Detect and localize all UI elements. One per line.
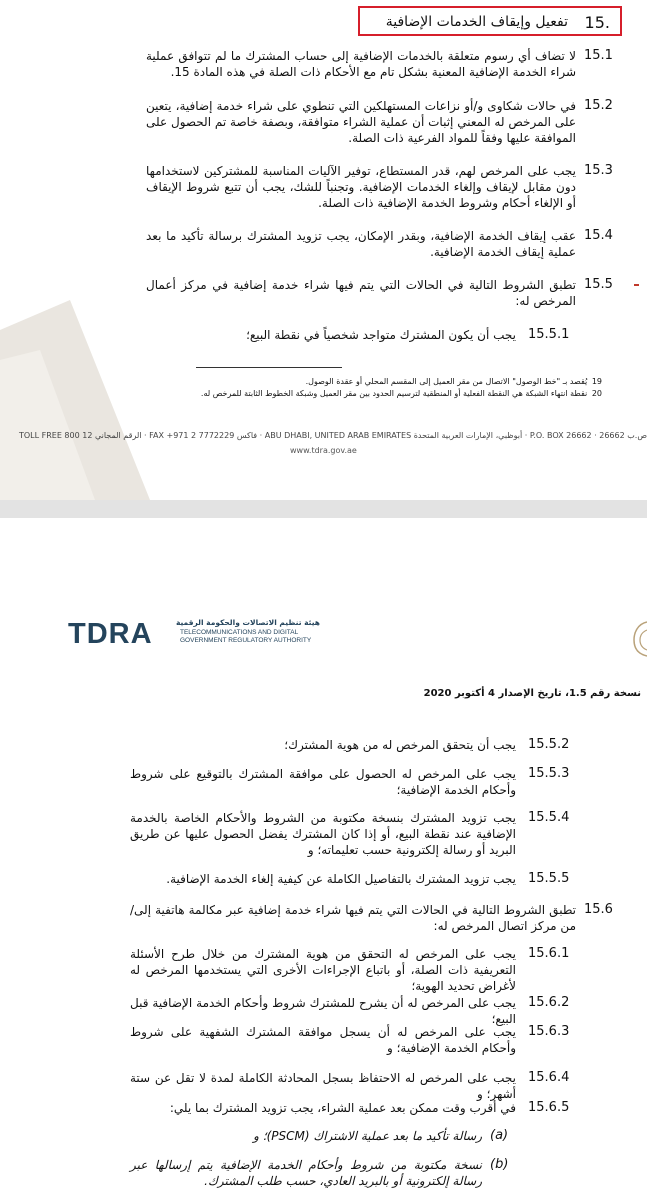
decorative-shape bbox=[0, 300, 150, 500]
clause-text: تطبق الشروط التالية في الحالات التي يتم فيها شراء خدمة إضافية في مركز أعمال المرخص له: bbox=[146, 278, 576, 308]
clause-number: 15.2 bbox=[584, 98, 613, 113]
clause-15-5-3-text: يجب على المرخص له الحصول على موافقة المشترك بالتوقيع على شروط وأحكام الخدمة الإضافية؛ bbox=[130, 767, 516, 797]
footnote-20: 20 نقطة انتهاء الشبكة هي النقطة الفعلية أو المنطقية لترسيم الحدود بين مقر العميل وشبكة الخطوط الثابتة للمرخص له. bbox=[200, 389, 602, 398]
clause-15-6-4-text: يجب على المرخص له الاحتفاظ بسجل المحادثة الكاملة لمدة لا تقل عن ستة أشهر؛ و bbox=[130, 1071, 516, 1101]
emblem-icon bbox=[628, 618, 647, 658]
item-b-text: نسخة مكتوبة من شروط وأحكام الخدمة الإضافية يتم إرسالها عبر رسالة إلكترونية أو بالبريد العادي، حسب طلب المشترك. bbox=[130, 1158, 482, 1188]
clause-number: 15.6.1 bbox=[528, 946, 570, 961]
website-link[interactable]: www.tdra.gov.ae bbox=[290, 446, 357, 455]
clause-15-6-1-text: يجب على المرخص له التحقق من هوية المشترك من خلال طرح الأسئلة التعريفية ذات الصلة، أو باتباع الإجراءات الأخرى التي يستخدمها المرخص له لأغراض تحديد الهوية؛ bbox=[130, 947, 516, 993]
clause-number: 15.5.3 bbox=[528, 766, 570, 781]
document-page-2 bbox=[0, 518, 647, 1200]
clause-number: 15.6 bbox=[584, 902, 613, 917]
section-title: تفعيل وإيقاف الخدمات الإضافية bbox=[385, 14, 568, 30]
clause-text: لا تضاف أي رسوم متعلقة بالخدمات الإضافية إلى حساب المشترك ما لم تتوافق عملية شراء الخدمة الإضافية المعنية بشكل تام مع الأحكام ذات الصلة في هذه المادة 15. bbox=[146, 49, 576, 79]
clause-text: في حالات شكاوى و/أو نزاعات المستهلكين التي تنطوي على شراء خدمة إضافية، يتعين على المرخص له المعني إثبات أن عملية الشراء متوافقة، وبصفة خاصة تم الحصول على الموافقة عليها وفقاً للمواد الفرعية ذات الصلة. bbox=[146, 99, 576, 145]
clause-15-6-3-text: يجب على المرخص له أن يسجل موافقة المشترك الشفهية على شروط وأحكام الخدمة الإضافية؛ و bbox=[130, 1025, 516, 1055]
clause-15-5-5-text: يجب تزويد المشترك بالتفاصيل الكاملة عن كيفية إلغاء الخدمة الإضافية. bbox=[166, 872, 516, 886]
footnote-divider bbox=[196, 367, 342, 368]
footnote-19: 19 يُقصد بـ "خط الوصول" الاتصال من مقر العميل إلى المقسم المحلي أو عقدة الوصول. bbox=[305, 377, 602, 386]
clause-number: 15.6.2 bbox=[528, 995, 570, 1010]
clause-number: 15.5.4 bbox=[528, 810, 570, 825]
clause-number: 15.4 bbox=[584, 228, 613, 243]
clause-number: 15.6.5 bbox=[528, 1100, 570, 1115]
clause-number: 15.1 bbox=[584, 48, 613, 63]
item-letter: (a) bbox=[490, 1128, 509, 1143]
clause-number: 15.5.1 bbox=[528, 327, 570, 342]
clause-number: 15.6.4 bbox=[528, 1070, 570, 1085]
clause-number: 15.6.3 bbox=[528, 1024, 570, 1039]
clause-text: عقب إيقاف الخدمة الإضافية، وبقدر الإمكان، يجب تزويد المشترك برسالة تأكيد ما بعد عملية إيقاف الخدمة الإضافية. bbox=[146, 229, 576, 259]
clause-number: 15.5.5 bbox=[528, 871, 570, 886]
clause-15-6-5-text: في أقرب وقت ممكن بعد عملية الشراء، يجب تزويد المشترك بما يلي: bbox=[169, 1101, 516, 1115]
clause-number: 15.3 bbox=[584, 163, 613, 178]
section-number: 15. bbox=[584, 13, 610, 32]
tdra-logo bbox=[68, 618, 328, 654]
clause-number: 15.5.2 bbox=[528, 737, 570, 752]
version-line: نسخة رقم 1.5، تاريخ الإصدار 4 أكتوبر 2020 bbox=[423, 688, 641, 699]
item-a-text: رسالة تأكيد ما بعد عملية الاشتراك (PSCM)؛ و bbox=[253, 1129, 482, 1143]
margin-mark bbox=[634, 284, 639, 286]
logo-english-name: TELECOMMUNICATIONS AND DIGITAL GOVERNMENT REGULATORY AUTHORITY bbox=[180, 629, 312, 644]
logo-mark: TDRA bbox=[68, 618, 153, 650]
clause-15-6-2-text: يجب على المرخص له أن يشرح للمشترك شروط وأحكام الخدمة الإضافية قبل البيع؛ bbox=[130, 996, 516, 1026]
clause-15-5-2-text: يجب أن يتحقق المرخص له من هوية المشترك؛ bbox=[284, 738, 516, 752]
clause-text: يجب أن يكون المشترك متواجد شخصياً في نقطة البيع؛ bbox=[246, 328, 516, 342]
clause-text: يجب على المرخص لهم، قدر المستطاع، توفير الآليات المناسبة للمشتركين لاستخدامها دون مقابل لإيقاف وإلغاء الخدمات الإضافية. وتجنباً للشك، يجب أن تتبع شروط الإيقاف أو الإلغاء أحكام وشروط الخدمة الإضافية ذات الصلة. bbox=[146, 164, 576, 210]
contact-line: ص.ب 26662 · P.O. BOX 26662 · أبوظبي، الإمارات العربية المتحدة ABU DHABI, UNITED ARAB EMIRATES · فاكس FAX +971 2 7772229 · الرقم المجاني TOLL FREE 800 12 bbox=[18, 431, 647, 440]
document-page-1 bbox=[0, 0, 647, 500]
item-letter: (b) bbox=[490, 1157, 509, 1172]
clause-15-5-4-text: يجب تزويد المشترك بنسخة مكتوبة من الشروط والأحكام الخاصة بالخدمة الإضافية عند نقطة البيع، أو إذا كان المشترك يفضل الحصول عليها عن طريق البريد أو رسالة إلكترونية حسب تعليماته؛ و bbox=[130, 811, 516, 857]
section-heading bbox=[358, 6, 622, 36]
logo-arabic-name: هيئة تنظيم الاتصالات والحكومة الرقمية bbox=[175, 618, 320, 627]
clause-15-6-text: تطبق الشروط التالية في الحالات التي يتم فيها شراء خدمة إضافية عبر مكالمة هاتفية إلى/من مركز اتصال المرخص له: bbox=[130, 903, 576, 933]
clause-number: 15.5 bbox=[584, 277, 613, 292]
